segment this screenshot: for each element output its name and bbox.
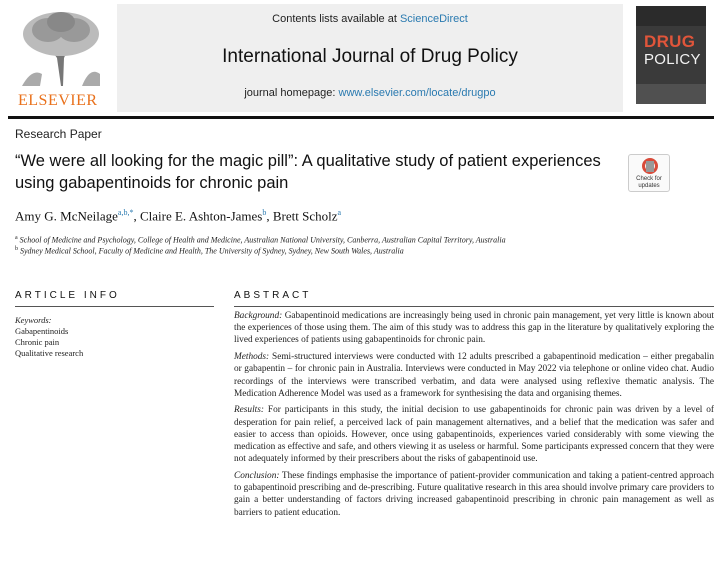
author-separator: , xyxy=(133,208,140,224)
elsevier-logo[interactable] xyxy=(12,8,110,108)
author-name[interactable]: Amy G. McNeilage xyxy=(15,208,118,224)
article-info-divider xyxy=(15,306,214,307)
paragraph-text: For participants in this study, the initial decision to use gabapentinoids for chronic pain was driven by a level of desperation for pain relief, a perceived lack of pain management alternatives, and a belief that the medication was safer and easier to access than opioids. However, once using gabapentinoids, experiences varied considerably with some viewing the medication as effective and safe, and others viewing it as useless or harmful. Some participants expressed concern that they were not adequately informed by their prescribers about the risks of gabapentinoid use. xyxy=(234,405,714,465)
journal-banner xyxy=(117,4,623,112)
homepage-line xyxy=(117,87,623,99)
affiliation-text: Sydney Medical School, Faculty of Medicine and Health, The University of Sydney, Sydney, New South Wales, Australia xyxy=(20,246,404,256)
paragraph-label: Methods: xyxy=(234,352,270,363)
keyword-item[interactable]: Gabapentinoids xyxy=(15,326,69,336)
paragraph-text: These findings emphasise the importance of patient-provider communication and taking a patient-centred approach to gabapentinoid prescribing and de-prescribing. Future qualitative research in this area should involve primary care providers to gain a better understanding of factors driving increased gabapentinoid prescribing in chronic pain management as well as barriers to patient education. xyxy=(234,470,714,518)
affiliation-mark: b xyxy=(15,246,18,252)
author-list xyxy=(15,208,341,224)
keyword-item[interactable]: Chronic pain xyxy=(15,337,60,347)
article-info-heading: ARTICLE INFO xyxy=(15,290,120,301)
keyword-item[interactable]: Qualitative research xyxy=(15,348,84,358)
keywords-label: Keywords: xyxy=(15,315,52,325)
paragraph-label: Background: xyxy=(234,311,283,321)
affiliation xyxy=(15,235,506,245)
abstract-paragraph xyxy=(234,351,714,400)
author-affil-mark[interactable]: a,b,* xyxy=(117,208,134,217)
abstract-divider xyxy=(234,306,714,307)
keywords-block xyxy=(15,315,83,359)
abstract-paragraph xyxy=(234,310,714,347)
affiliation-mark: a xyxy=(15,235,18,241)
bookmark-icon xyxy=(646,161,654,172)
author-name[interactable]: Brett Scholz xyxy=(272,208,338,224)
article-title: “We were all looking for the magic pill”: A qualitative study of patient experiences using gabapentinoids for chronic pain xyxy=(15,152,601,192)
abstract-heading: ABSTRACT xyxy=(234,290,312,301)
check-updates-line1: Check for xyxy=(636,176,662,182)
journal-title: International Journal of Drug Policy xyxy=(222,46,518,67)
affiliation xyxy=(15,246,404,256)
contents-prefix: Contents lists available at xyxy=(272,13,400,25)
check-updates-line2: updates xyxy=(638,183,660,189)
cover-stripe xyxy=(636,84,706,104)
contents-line xyxy=(117,13,623,25)
affiliation-text: School of Medicine and Psychology, College of Health and Medicine, Australian National University, Canberra, Australian Capital Territory, Australia xyxy=(19,235,506,245)
cover-title-line2: POLICY xyxy=(644,51,701,68)
paragraph-label: Conclusion: xyxy=(234,470,280,481)
abstract-paragraph xyxy=(234,404,714,465)
journal-cover[interactable] xyxy=(636,6,706,104)
cover-title-line1: DRUG xyxy=(644,32,696,51)
cover-band xyxy=(636,6,706,26)
elsevier-wordmark: ELSEVIER xyxy=(18,92,98,109)
check-updates-label xyxy=(629,176,669,190)
author-affil-mark[interactable]: b xyxy=(262,208,267,217)
elsevier-tree-icon xyxy=(12,8,110,88)
author-name[interactable]: Claire E. Ashton-James xyxy=(139,208,263,224)
paragraph-text: Gabapentinoid medications are increasingly being used in chronic pain management, yet very little is known about the experiences of those using them. The aim of this study was to address this gap in the literature by qualitatively exploring the lived experiences of patients using gabapentinoids for chronic pain. xyxy=(234,311,714,346)
author-separator: , xyxy=(266,208,273,224)
paragraph-text: Semi-structured interviews were conducted with 12 adults prescribed a gabapentinoid medication – either pregabalin or gabapentin – for chronic pain in Australia. Interviews were conducted in May 2022 via telephone or online video chat. Audio recordings of the interviews were transcribed verbatim, and data were analysed using reflexive thematic analysis. The Medication Adherence Model was used as a framework for synthesising the data and organising themes. xyxy=(234,352,715,399)
abstract-paragraph xyxy=(234,470,714,519)
header-divider xyxy=(8,116,714,119)
paragraph-label: Results: xyxy=(234,405,264,416)
article-type: Research Paper xyxy=(15,127,102,141)
author-affil-mark[interactable]: a xyxy=(337,208,342,217)
abstract-body xyxy=(234,310,714,523)
sciencedirect-link[interactable]: ScienceDirect xyxy=(399,13,468,25)
homepage-prefix: journal homepage: xyxy=(244,87,339,99)
homepage-link[interactable]: www.elsevier.com/locate/drugpo xyxy=(338,87,496,99)
check-for-updates-button[interactable] xyxy=(628,154,670,192)
journal-header xyxy=(8,4,714,112)
